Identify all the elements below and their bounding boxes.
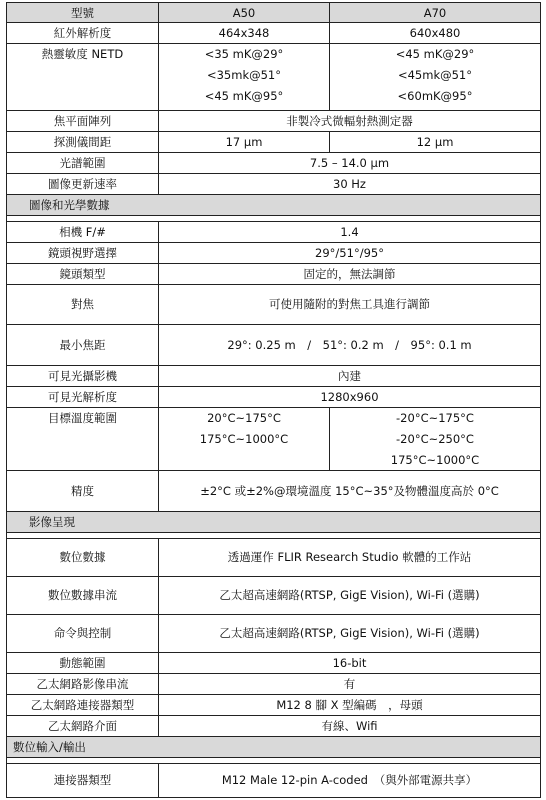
table-row <box>6 174 541 195</box>
row-value: 29°/51°/95° <box>315 246 384 260</box>
table-row <box>6 264 541 285</box>
row-value: 可使用隨附的對焦工具進行調節 <box>269 297 430 311</box>
row-label: 數位數據串流 <box>7 577 159 614</box>
row-label: 熱靈敏度 NETD <box>7 44 159 110</box>
row-label: 相機 F/# <box>7 222 159 242</box>
table-row-netd <box>6 44 541 111</box>
row-value: 30 Hz <box>333 177 366 191</box>
row-value: M12 Male 12-pin A-coded （與外部電源共享） <box>221 773 478 787</box>
netd-a50-line: <35mk@51° <box>206 68 281 82</box>
row-label: 鏡頭視野選擇 <box>7 243 159 263</box>
row-label: 鏡頭類型 <box>7 264 159 284</box>
section-header-io: 數位輸入/輸出 <box>6 737 541 758</box>
row-value: 非製冷式微輻射熱測定器 <box>286 114 413 128</box>
spec-table <box>6 2 541 798</box>
netd-a70 <box>330 44 540 110</box>
header-row <box>6 2 541 23</box>
table-row <box>6 285 541 325</box>
netd-a50 <box>159 44 330 110</box>
row-label: 數位數據 <box>7 539 159 576</box>
netd-a70-line: <45mk@51° <box>397 68 472 82</box>
row-value: 16-bit <box>332 656 367 670</box>
table-row <box>6 366 541 387</box>
row-label: 動態範圍 <box>7 653 159 673</box>
row-value: ±2°C 或±2%@環境溫度 15°C~35°及物體溫度高於 0°C <box>200 483 499 498</box>
row-label: 對焦 <box>7 285 159 324</box>
header-a50: A50 <box>159 3 330 22</box>
value-a70: 12 μm <box>416 135 454 149</box>
temp-a70-line: -20°C~175°C <box>396 411 474 425</box>
row-label: 最小焦距 <box>7 325 159 365</box>
row-label: 焦平面陣列 <box>7 111 159 131</box>
row-label: 圖像更新速率 <box>7 174 159 194</box>
table-row <box>6 716 541 737</box>
row-label: 可見光解析度 <box>7 387 159 407</box>
netd-a70-line: <45 mK@29° <box>395 47 475 61</box>
value-a70: 640x480 <box>409 26 461 40</box>
row-label: 光譜範圍 <box>7 153 159 173</box>
row-label: 連接器類型 <box>7 764 159 797</box>
row-label: 探測儀間距 <box>7 132 159 152</box>
table-row <box>6 539 541 577</box>
value-a50: 17 μm <box>159 132 330 152</box>
row-value: 乙太超高速網路(RTSP, GigE Vision), Wi-Fi (選購) <box>219 588 480 602</box>
row-label: 可見光攝影機 <box>7 366 159 386</box>
row-value: 內建 <box>338 369 361 383</box>
table-row <box>6 674 541 695</box>
temp-a50 <box>159 408 330 470</box>
row-label: 命令與控制 <box>7 615 159 652</box>
table-row-temp <box>6 408 541 471</box>
row-value: 29°: 0.25 m / 51°: 0.2 m / 95°: 0.1 m <box>227 337 472 352</box>
table-row <box>6 111 541 132</box>
table-row <box>6 471 541 512</box>
temp-a50-line: 175°C~1000°C <box>199 432 289 446</box>
table-row <box>6 653 541 674</box>
table-row <box>6 23 541 44</box>
table-row <box>6 615 541 653</box>
table-row <box>6 695 541 716</box>
row-value: M12 8 腳 X 型編碼 ，母頭 <box>276 698 423 712</box>
table-row <box>6 325 541 366</box>
row-value: 有 <box>343 677 356 691</box>
row-value: 透過運作 FLIR Research Studio 軟體的工作站 <box>227 550 472 564</box>
table-row <box>6 243 541 264</box>
temp-a70-line: -20°C~250°C <box>396 432 474 446</box>
row-label: 精度 <box>7 471 159 511</box>
table-row <box>6 764 541 798</box>
row-label: 目標溫度範圍 <box>7 408 159 470</box>
row-value: 乙太超高速網路(RTSP, GigE Vision), Wi-Fi (選購) <box>219 626 480 640</box>
table-row <box>6 153 541 174</box>
row-label: 乙太網路介面 <box>7 716 159 736</box>
netd-a50-line: <35 mK@29° <box>204 47 284 61</box>
temp-a50-line: 20°C~175°C <box>207 411 281 425</box>
row-label: 紅外解析度 <box>7 23 159 43</box>
value-a50: 464x348 <box>159 23 330 43</box>
section-header-image-presentation: 影像呈現 <box>6 512 541 533</box>
section-header-imaging: 圖像和光學數據 <box>6 195 541 216</box>
header-model: 型號 <box>7 3 159 22</box>
table-row <box>6 387 541 408</box>
table-row <box>6 222 541 243</box>
row-value: 有線、Wifi <box>321 719 378 733</box>
row-value: 7.5 – 14.0 μm <box>309 156 390 170</box>
row-label: 乙太網路連接器類型 <box>7 695 159 715</box>
row-label: 乙太網路影像串流 <box>7 674 159 694</box>
netd-a70-line: <60mK@95° <box>397 89 473 103</box>
netd-a50-line: <45 mK@95° <box>204 89 284 103</box>
table-row <box>6 132 541 153</box>
row-value: 固定的，無法調節 <box>303 267 396 281</box>
table-row <box>6 577 541 615</box>
row-value: 1.4 <box>340 225 359 239</box>
temp-a70-line: 175°C~1000°C <box>390 453 480 467</box>
row-value: 1280x960 <box>320 390 379 404</box>
header-a70: A70 <box>423 6 447 20</box>
temp-a70 <box>330 408 540 470</box>
